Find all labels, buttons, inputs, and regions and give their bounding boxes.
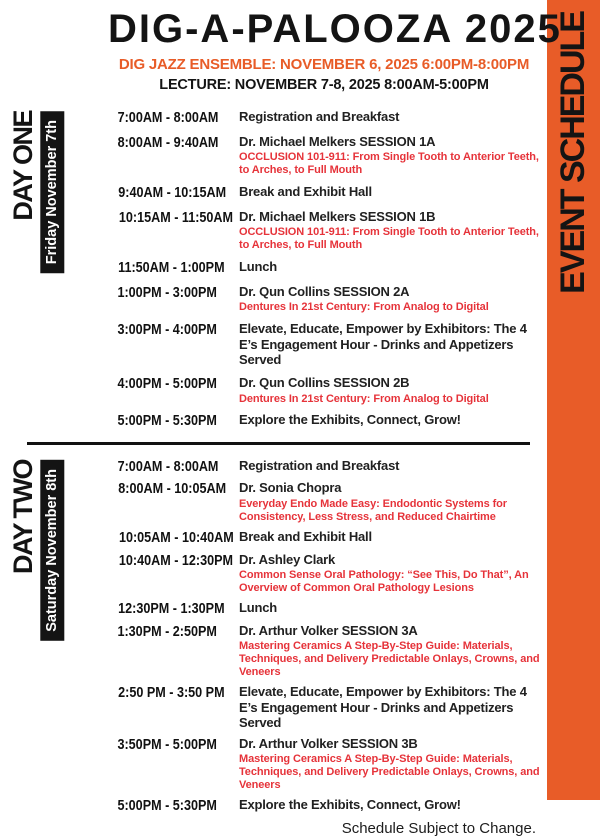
day-two-schedule (108, 458, 540, 815)
event-detail: Mastering Ceramics A Step-By-Step Guide: Materials, Techniques, and Delivery Predictable Onlays, Crowns, and Veneers (239, 640, 540, 679)
time-range: 1:30PM - 2:50PM (117, 622, 217, 640)
schedule-disclaimer: Schedule Subject to Change. (341, 819, 536, 837)
event-title: Dr. Arthur Volker SESSION 3B (239, 735, 418, 751)
time-range: 11:50AM - 1:00PM (118, 259, 225, 277)
time-range: 7:00AM - 8:00AM (117, 109, 219, 126)
schedule-row (108, 458, 540, 476)
time-range: 2:50 PM - 3:50 PM (118, 684, 225, 702)
time-range: 12:30PM - 1:30PM (118, 600, 225, 618)
schedule-row (108, 623, 540, 680)
day-one-section (8, 109, 540, 430)
event-description (239, 184, 540, 200)
event-description (239, 134, 540, 178)
event-description (239, 684, 540, 731)
schedule-row (108, 797, 540, 815)
event-detail: Common Sense Oral Pathology: “See This, Do That”, An Overview of Common Oral Pathology Lesions (239, 569, 529, 595)
time-range: 1:00PM - 3:00PM (117, 283, 217, 301)
event-title: Lunch (239, 600, 277, 616)
event-description (239, 412, 540, 428)
day-two-rail (10, 460, 64, 641)
event-title: Dr. Qun Collins SESSION 2A (239, 283, 410, 299)
event-description (239, 480, 540, 524)
event-description (239, 209, 540, 253)
time-range: 8:00AM - 9:40AM (117, 133, 219, 151)
event-title: Dr. Ashley Clark (239, 551, 336, 567)
event-detail: Dentures In 21st Century: From Analog to Digital (239, 392, 489, 405)
schedule-row (108, 412, 540, 430)
time-range: 5:00PM - 5:30PM (117, 412, 217, 430)
schedule-row (108, 684, 540, 731)
event-title: Explore the Exhibits, Connect, Grow! (239, 412, 461, 428)
event-title: Dr. Qun Collins SESSION 2B (239, 374, 410, 390)
event-description (239, 552, 540, 596)
schedule-row (108, 259, 540, 277)
day-one-rail (10, 111, 64, 273)
event-title: Registration and Breakfast (239, 109, 400, 124)
event-description (239, 321, 540, 368)
event-title: Break and Exhibit Hall (239, 529, 372, 544)
event-detail: Mastering Ceramics A Step-By-Step Guide: Materials, Techniques, and Delivery Predictable Onlays, Crowns, and Veneers (239, 753, 540, 792)
day-two-date-bar: Saturday November 8th (40, 460, 64, 641)
schedule-row (108, 529, 540, 547)
schedule-row (108, 600, 540, 618)
time-range: 4:00PM - 5:00PM (117, 374, 217, 392)
event-title: Break and Exhibit Hall (239, 184, 372, 200)
event-title: Dr. Arthur Volker SESSION 3A (239, 622, 418, 638)
day-one-schedule (108, 109, 540, 430)
schedule-row (108, 184, 540, 202)
schedule-row (108, 736, 540, 793)
section-divider (27, 442, 530, 445)
time-range: 8:00AM - 10:05AM (118, 480, 227, 498)
event-description (239, 600, 540, 616)
event-description (239, 529, 540, 545)
poster-header (108, 7, 562, 93)
event-title: Dr. Sonia Chopra (239, 480, 342, 496)
day-two-section (8, 457, 540, 815)
time-range: 10:05AM - 10:40AM (118, 529, 234, 546)
event-detail: OCCLUSION 101-911: From Single Tooth to Anterior Teeth, to Arches, to Full Mouth (239, 151, 539, 177)
event-description (239, 109, 540, 125)
event-description (239, 736, 540, 793)
event-detail: OCCLUSION 101-911: From Single Tooth to Anterior Teeth, to Arches, to Full Mouth (239, 226, 539, 252)
day-one-date-bar: Friday November 7th (40, 111, 64, 273)
event-title: Elevate, Educate, Empower by Exhibitors: The 4 E’s Engagement Hour - Drinks and Appetizers Served (239, 321, 527, 368)
schedule-row (108, 109, 540, 127)
event-description (239, 623, 540, 680)
time-range: 3:50PM - 5:00PM (117, 735, 217, 753)
event-title: Registration and Breakfast (239, 457, 400, 473)
event-title: Lunch (239, 259, 277, 275)
day-one-label: DAY ONE (8, 111, 38, 221)
day-two-label: DAY TWO (8, 459, 38, 574)
time-range: 9:40AM - 10:15AM (118, 184, 227, 202)
schedule-row (108, 321, 540, 368)
event-detail: Dentures In 21st Century: From Analog to Digital (239, 301, 489, 314)
time-range: 10:40AM - 12:30PM (118, 551, 234, 569)
event-title: Dr. Michael Melkers SESSION 1A (239, 133, 436, 149)
schedule-row (108, 209, 540, 253)
event-description (239, 458, 540, 474)
page-title: DIG-A-PALOOZA 2025 (108, 7, 562, 51)
schedule-row (108, 375, 540, 406)
event-description (239, 797, 540, 813)
time-range: 5:00PM - 5:30PM (117, 797, 217, 815)
schedule-row (108, 284, 540, 315)
event-description (239, 284, 540, 315)
schedule-row (108, 552, 540, 596)
schedule-row (108, 134, 540, 178)
time-range: 10:15AM - 11:50AM (118, 208, 234, 226)
time-range: 7:00AM - 8:00AM (117, 457, 219, 475)
lecture-line: LECTURE: NOVEMBER 7-8, 2025 8:00AM-5:00PM (159, 77, 489, 93)
event-description (239, 375, 540, 406)
event-title: Dr. Michael Melkers SESSION 1B (239, 208, 436, 224)
event-detail: Everyday Endo Made Easy: Endodontic Systems for Consistency, Less Stress, and Reduced Chairtime (239, 498, 507, 524)
banner-label: EVENT SCHEDULE (554, 12, 592, 294)
schedule-row (108, 480, 540, 524)
event-title: Elevate, Educate, Empower by Exhibitors: The 4 E’s Engagement Hour - Drinks and Appetizers Served (239, 684, 527, 731)
jazz-ensemble-line: DIG JAZZ ENSEMBLE: NOVEMBER 6, 2025 6:00PM-8:00PM (118, 56, 530, 73)
time-range: 3:00PM - 4:00PM (117, 321, 217, 339)
event-title: Explore the Exhibits, Connect, Grow! (239, 797, 461, 813)
event-description (239, 259, 540, 275)
